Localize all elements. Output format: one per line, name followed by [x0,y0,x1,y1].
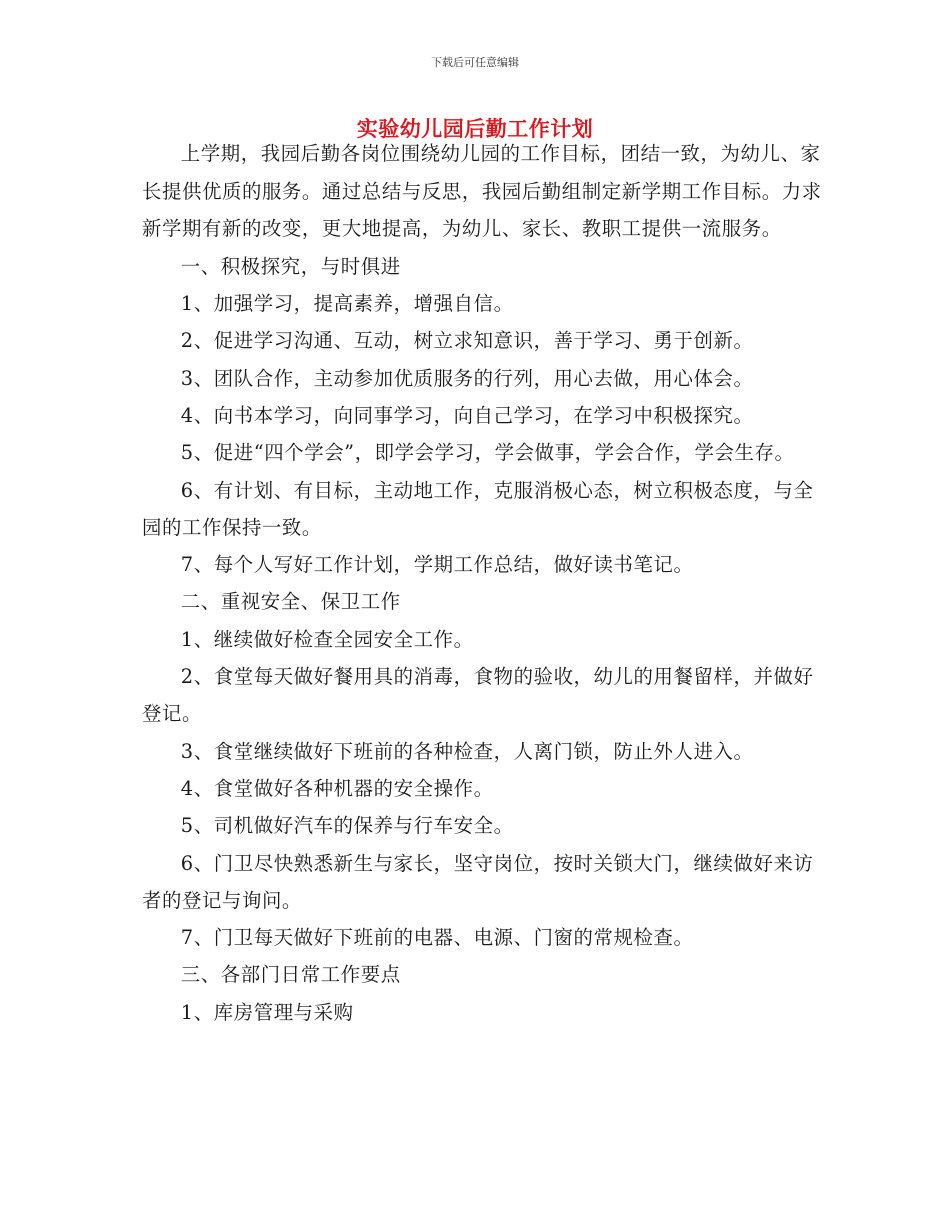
document-title: 实验幼儿园后勤工作计划 [356,117,594,141]
section-heading-1: 一、积极探究，与时俱进 [180,254,401,278]
list-item: 7、每个人写好工作计划，学期工作总结，做好读书笔记。 [180,553,694,577]
list-item: 6、门卫尽快熟悉新生与家长，坚守岗位，按时关锁大门，继续做好来访者的登记与询问。 [142,851,814,912]
section-heading-3: 三、各部门日常工作要点 [180,963,401,987]
document-body [142,135,822,1031]
list-item: 1、加强学习，提高素养，增强自信。 [180,292,514,316]
list-item: 3、团队合作，主动参加优质服务的行列，用心去做，用心体会。 [180,366,754,390]
list-item: 5、司机做好汽车的保养与行车安全。 [180,814,514,838]
list-item: 1、继续做好检查全园安全工作。 [180,627,474,651]
list-item: 1、库房管理与采购 [180,1000,354,1024]
list-item: 2、促进学习沟通、互动，树立求知意识，善于学习、勇于创新。 [180,329,754,353]
list-item: 3、食堂继续做好下班前的各种检查，人离门锁，防止外人进入。 [180,739,754,763]
list-item: 4、向书本学习，向同事学习，向自己学习，在学习中积极探究。 [180,403,754,427]
list-item: 4、食堂做好各种机器的安全操作。 [180,776,494,800]
list-item: 5、促进“四个学会”，即学会学习，学会做事，学会合作，学会生存。 [180,441,795,465]
intro-paragraph: 上学期，我园后勤各岗位围绕幼儿园的工作目标，团结一致，为幼儿、家长提供优质的服务。通过总结与反思，我园后勤组制定新学期工作目标。力求新学期有新的改变，更大地提高，为幼儿、家长、教职工提供一流服务。 [142,142,822,241]
list-item: 2、食堂每天做好餐用具的消毒，食物的验收，幼儿的用餐留样，并做好登记。 [142,665,814,726]
list-item: 7、门卫每天做好下班前的电器、电源、门窗的常规检查。 [180,926,694,950]
list-item: 6、有计划、有目标，主动地工作，克服消极心态，树立积极态度，与全园的工作保持一致。 [142,478,814,539]
section-heading-2: 二、重视安全、保卫工作 [180,590,401,614]
header-note: 下载后可任意编辑 [431,56,519,69]
